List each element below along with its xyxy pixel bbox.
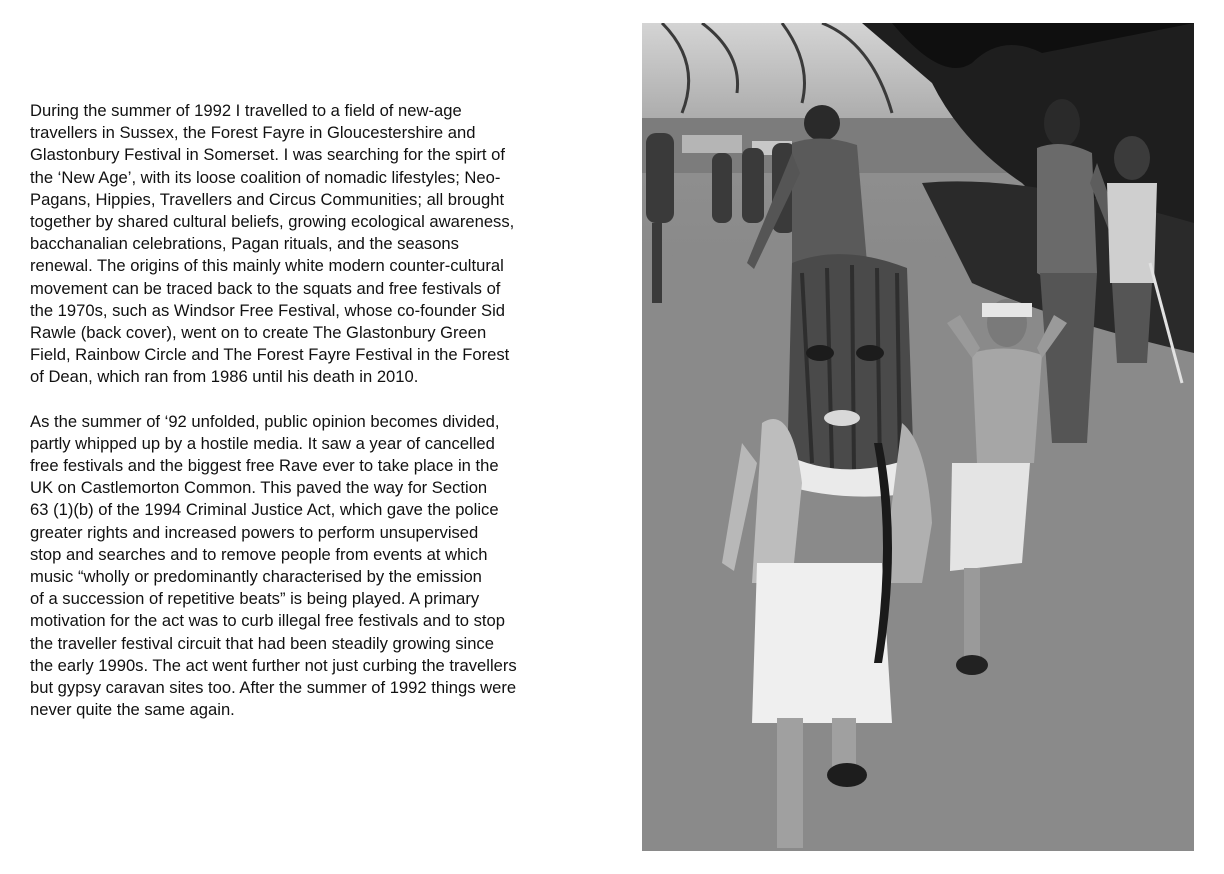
- text-line: Pagans, Hippies, Travellers and Circus Communities; all brought: [30, 189, 505, 209]
- paragraph-intro: [30, 100, 590, 389]
- text-line: UK on Castlemorton Common. This paved the way for Section: [30, 478, 488, 498]
- text-line: the traveller festival circuit that had been steadily growing since: [30, 633, 494, 653]
- text-line: but gypsy caravan sites too. After the summer of 1992 things were: [30, 678, 517, 698]
- text-line: travellers in Sussex, the Forest Fayre in Gloucestershire and: [30, 123, 476, 143]
- text-column: [30, 100, 590, 721]
- text-line: the ‘New Age’, with its loose coalition of nomadic lifestyles; Neo-: [30, 167, 501, 187]
- text-line: partly whipped up by a hostile media. It saw a year of cancelled: [30, 433, 495, 453]
- text-line: music “wholly or predominantly characterised by the emission: [30, 567, 482, 587]
- photograph-illustration: [642, 23, 1194, 851]
- text-line: together by shared cultural beliefs, growing ecological awareness,: [30, 212, 515, 232]
- text-line: the 1970s, such as Windsor Free Festival, whose co-founder Sid: [30, 300, 505, 320]
- text-line: Glastonbury Festival in Somerset. I was searching for the spirt of: [30, 145, 505, 165]
- text-line: renewal. The origins of this mainly white modern counter-cultural: [30, 256, 504, 276]
- festival-photograph: [642, 23, 1194, 851]
- text-line: Rawle (back cover), went on to create The Glastonbury Green: [30, 323, 487, 343]
- text-line: the early 1990s. The act went further not just curbing the travellers: [30, 655, 517, 675]
- text-line: motivation for the act was to curb illegal free festivals and to stop: [30, 611, 506, 631]
- text-line: free festivals and the biggest free Rave ever to take place in the: [30, 456, 499, 476]
- text-line: of Dean, which ran from 1986 until his death in 2010.: [30, 367, 419, 387]
- text-line: During the summer of 1992 I travelled to a field of new-age: [30, 101, 462, 120]
- text-line: greater rights and increased powers to perform unsupervised: [30, 522, 479, 542]
- text-line: never quite the same again.: [30, 700, 235, 720]
- text-line: movement can be traced back to the squats and free festivals of: [30, 278, 501, 298]
- text-line: bacchanalian celebrations, Pagan rituals, and the seasons: [30, 234, 459, 254]
- text-line: Field, Rainbow Circle and The Forest Fayre Festival in the Forest: [30, 345, 510, 365]
- text-line: 63 (1)(b) of the 1994 Criminal Justice Act, which gave the police: [30, 500, 499, 520]
- text-line: As the summer of ‘92 unfolded, public opinion becomes divided,: [30, 411, 500, 431]
- text-line: of a succession of repetitive beats” is being played. A primary: [30, 589, 480, 609]
- paragraph-summer-92: [30, 411, 590, 722]
- text-line: stop and searches and to remove people from events at which: [30, 544, 488, 564]
